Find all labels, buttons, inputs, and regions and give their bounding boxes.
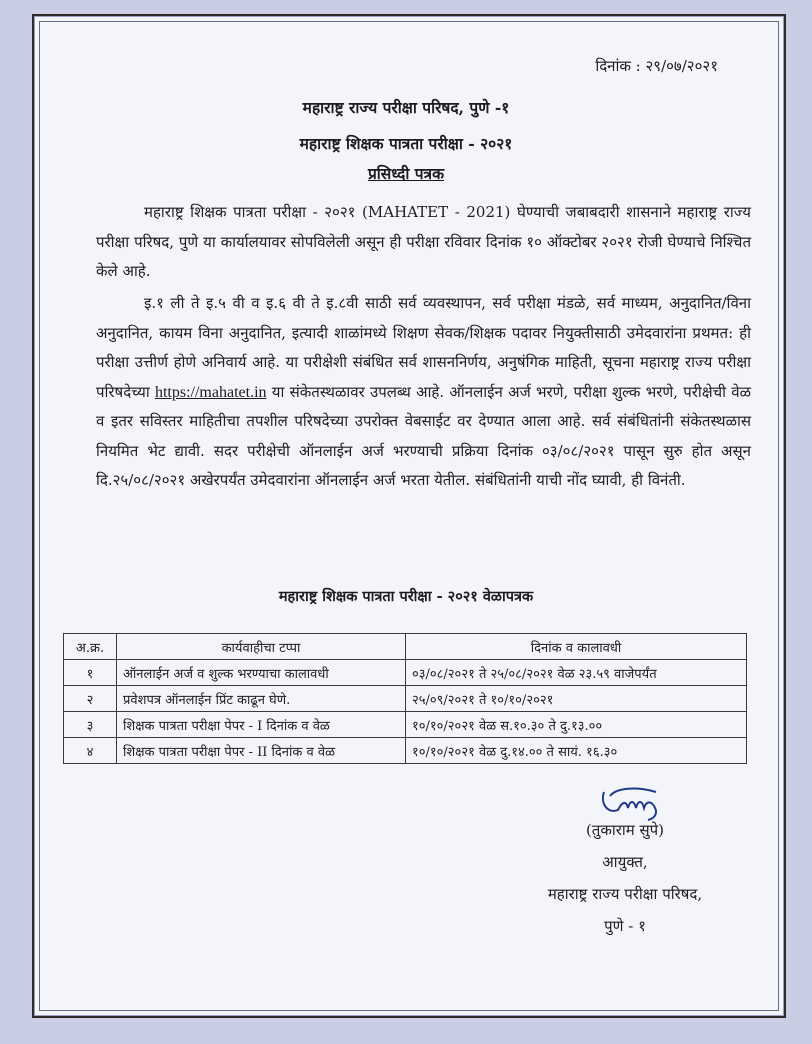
- paragraph-details-part2: या संकेतस्थळावर उपलब्ध आहे. ऑनलाईन अर्ज भरणे, परीक्षा शुल्क भरणे, परीक्षेची वेळ व इतर सविस्तर माहितीचा तपशील परिषदेच्या उपरोक्त वेबसाईट वर देण्यात आला आहे. सर्व संबंधितांनी संकेतस्थळास नियमित भेट द्यावी. सदर परीक्षेची ऑनलाईन अर्ज भरण्याची प्रक्रिया दिनांक ०३/०८/२०२१ पासून सुरु होत असून दि.२५/०८/२०२१ अखेरपर्यंत उमेदवारांना ऑनलाईन अर्ज भरता येतील. संबंधितांनी याची नोंद घ्यावी, ही विनंती.: [96, 382, 751, 489]
- cell-stage: शिक्षक पात्रता परीक्षा पेपर - I दिनांक व वेळ: [117, 712, 406, 738]
- table-row: [64, 738, 747, 764]
- paragraph-details-part1: इ.१ ली ते इ.५ वी व इ.६ वी ते इ.८वी साठी सर्व व्यवस्थापन, सर्व परीक्षा मंडळे, सर्व माध्यम, अनुदानित/विना अनुदानित, कायम विना अनुदानित, इत्यादी शाळांमध्ये शिक्षण सेवक/शिक्षक पदावर नियुक्तीसाठी उमेदवारांना प्रथमत: ही परीक्षा उत्तीर्ण होणे अनिवार्य आहे. या परीक्षेशी संबंधित सर्व शासननिर्णय, अनुषंगिक माहिती, सूचना महाराष्ट्र राज्य परीक्षा परिषदेच्या: [96, 294, 751, 401]
- col-header-date: दिनांक व कालावधी: [406, 634, 747, 660]
- signatory-name: (तुकाराम सुपे): [585, 821, 665, 839]
- schedule-table-title: महाराष्ट्र शिक्षक पात्रता परीक्षा - २०२१ वेळापत्रक: [278, 588, 534, 605]
- cell-serial: ३: [64, 712, 117, 738]
- table-row: [64, 660, 747, 686]
- signatory-place: पुणे - १: [604, 917, 646, 935]
- cell-stage: शिक्षक पात्रता परीक्षा पेपर - II दिनांक व वेळ: [117, 738, 406, 764]
- paragraph-intro: महाराष्ट्र शिक्षक पात्रता परीक्षा - २०२१ (MAHATET - 2021) घेण्याची जबाबदारी शासनाने महाराष्ट्र राज्य परीक्षा परिषद, पुणे या कार्यालयावर सोपविलेली असून ही परीक्षा रविवार दिनांक १० ऑक्टोबर २०२१ रोजी घेण्याचे निश्चित केले आहे.: [96, 203, 751, 280]
- col-header-stage: कार्यवाहीचा टप्पा: [117, 634, 406, 660]
- website-link[interactable]: https://mahatet.in: [154, 383, 267, 401]
- cell-stage: प्रवेशपत्र ऑनलाईन प्रिंट काढून घेणे.: [117, 686, 406, 712]
- cell-date: १०/१०/२०२१ वेळ स.१०.३० ते दु.१३.००: [406, 712, 747, 738]
- cell-date: ०३/०८/२०२१ ते २५/०८/२०२१ वेळ २३.५९ वाजेपर्यंत: [406, 660, 747, 686]
- col-header-serial: अ.क्र.: [64, 634, 117, 660]
- cell-date: १०/१०/२०२१ वेळ दु.१४.०० ते सायं. १६.३०: [406, 738, 747, 764]
- signatory-designation: आयुक्त,: [602, 853, 648, 871]
- header-press-note: प्रसिध्दी पत्रक: [367, 164, 445, 183]
- cell-stage: ऑनलाईन अर्ज व शुल्क भरण्याचा कालावधी: [117, 660, 406, 686]
- paragraph-details: [96, 289, 751, 496]
- table-row: [64, 686, 747, 712]
- cell-date: २५/०९/२०२१ ते १०/१०/२०२१: [406, 686, 747, 712]
- cell-serial: १: [64, 660, 117, 686]
- schedule-table: [63, 633, 747, 764]
- document-date: दिनांक : २९/०७/२०२१: [595, 57, 718, 75]
- cell-serial: २: [64, 686, 117, 712]
- signatory-office: महाराष्ट्र राज्य परीक्षा परिषद,: [547, 885, 703, 903]
- header-exam-title: महाराष्ट्र शिक्षक पात्रता परीक्षा - २०२१: [299, 134, 513, 153]
- header-organisation: महाराष्ट्र राज्य परीक्षा परिषद, पुणे -१: [302, 98, 510, 117]
- table-header-row: [64, 634, 747, 660]
- table-row: [64, 712, 747, 738]
- cell-serial: ४: [64, 738, 117, 764]
